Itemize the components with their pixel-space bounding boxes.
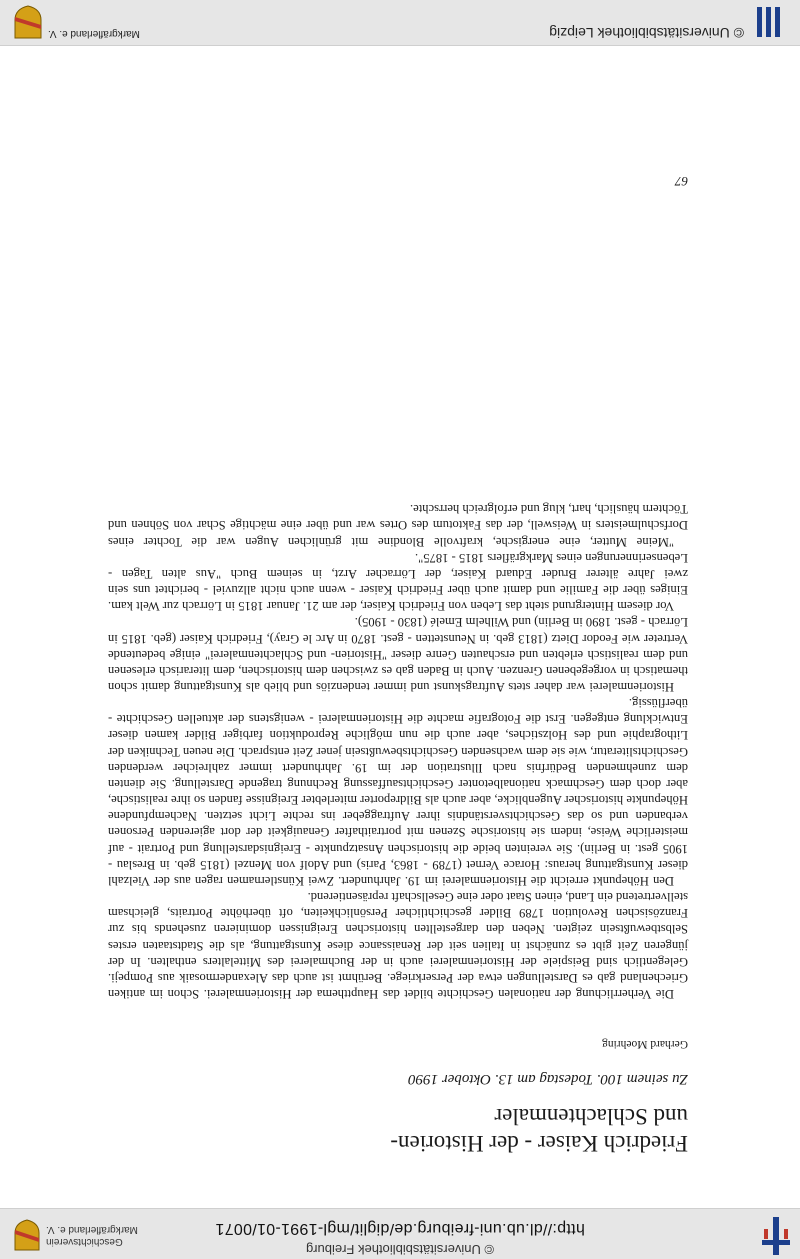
document-url[interactable]: http://dl.ub.uni-freiburg.de/diglit/mgl-1991-01/0071 bbox=[215, 1220, 585, 1237]
association-line-2: Markgräflerland e. V. bbox=[46, 1224, 138, 1235]
association-line-1: Geschichtsverein bbox=[46, 1236, 123, 1247]
paragraph: Historienmalerei war daher stets Auftragskunst und immer tendenziös und blieb als Kunstgattung damit schon thematisch in vorgegebenen Grenzen. Auch in Baden gab es zwischen dem historischen, dem literarisch erlesenen und dem realistisch erlebten und erschauten Genre dieser "Historien- und Schlachtenmalerei" einige bedeutende Vertreter wie Feodor Dietz (1813 geb. in Neunstetten - gest. 1870 in Arc le Gray), Friedrich Kaiser (geb. 1815 in Lörrach - gest. 1890 in Berlin) und Wilhelm Emelé (1830 - 1905). bbox=[108, 615, 688, 695]
title-line-1: Friedrich Kaiser - der Historien- bbox=[390, 1131, 688, 1156]
block-quote: "Meine Mutter, eine energische, kraftvolle Blondine mit grünlichen Augen war die Tochter eines Dorfschulmeisters in Weiswell, der das Faktotum des Ortes war und über eine mächtige Schar von Söhnen und Töchtern häuslich, hart, klug und erfolgreich herrschte. bbox=[108, 502, 688, 549]
coat-of-arms-icon bbox=[14, 5, 42, 39]
ub-leipzig-logo-icon bbox=[752, 5, 784, 39]
paragraph: Den Höhepunkt erreicht die Historienmalerei im 19. Jahrhundert. Zwei Künstlernamen ragen aus der Vielzahl dieser Kunstgattung heraus: Horace Vernet (1789 - 1863, Paris) und Adolf von Menzel (1815 geb. in Breslau - 1905 gest. in Berlin). Sie vereinten beide die historischen Ansatzpunkte - Ereignisdarstellung und Portrait - auf meisterliche Weise, indem sie historische Szenen mit portraithafter Genauigkeit der dort agierenden Personen verbanden und so das Geschichtsverständnis ihrer Auftraggeber ins rechte Licht setzten. Nachempfundene Höhepunkte historischer Augenblicke, aber auch als Bildreporter miterlebter Ereignisse fanden so ihre realistische, aber doch dem Geschmack nationalbetonter Geschichtsauffassung Rechnung tragende Darstellung. Sie dienten dem zunehmenden Bedürfnis nach Illustration der im 19. Jahrhundert immer zahlreicher werdenden Geschichtsliteratur, wie sie dem wachsenden Geschichtsbewußtsein jener Zeit entsprach. Die neuen Techniken der Lithographie und des Holzstiches, aber auch die nun mögliche Reproduktion farbiger Bilder kamen dieser Entwicklung entgegen. Erst die Fotografie machte die Historienmalerei - wenigstens der aktuellen Geschichte - überflüssig. bbox=[108, 696, 688, 888]
footer-association: Markgräflerland e. V. bbox=[48, 28, 140, 39]
article-subtitle: Zu seinem 100. Todestag am 13. Oktober 1990 bbox=[408, 1071, 688, 1087]
paragraph: Vor diesem Hintergrund steht das Leben von Friedrich Kaiser, der am 21. Januar 1815 in Lörrach zur Welt kam. Einiges über die Familie und damit auch über Friedrich Kaiser - wenn auch nicht allzuviel - berichtet uns sein zwei Jahre älterer Bruder Eduard Kaiser, der Lörracher Arzt, in seinem Buch "Aus alten Tagen - Lebenserinnerungen eines Markgräflers 1815 - 1875". bbox=[108, 550, 688, 614]
title-line-2: und Schlachtenmaler bbox=[494, 1104, 688, 1129]
digital-library-header bbox=[0, 1208, 800, 1259]
article-author: Gerhard Moehring bbox=[602, 1038, 688, 1050]
digital-library-footer bbox=[0, 0, 800, 46]
library-name: © Universitätsbibliothek Freiburg bbox=[305, 1242, 495, 1257]
association-name bbox=[46, 1223, 138, 1247]
coat-of-arms-icon bbox=[14, 1219, 40, 1251]
article-body bbox=[108, 501, 688, 1002]
page-number: 67 bbox=[675, 174, 688, 189]
article-title bbox=[108, 1103, 688, 1157]
paragraph: Die Verherrlichung der nationalen Geschichte bildet das Hauptthema der Historienmalerei. Schon im antiken Griechenland gab es Darstellungen etwa der Perserkriege. Berühmt ist auch das Alexandermosaik aus Pompeji. Gelegentlich sind Beispiele der Historienmalerei auch in der Buchmalerei des Mittelalters enthalten. In der jüngeren Zeit gibt es zunächst in Italien seit der Renaissance diese Kunstgattung, als die Stadtstaaten erstes Selbstbewußtsein zeigten. Neben den dargestellten historischen Ereignissen dominieren zusehends bis zur Französischen Revolution 1789 Bilder geschichtlicher Persönlichkeiten, oft überhöhte Portraits, gleichsam stellvertretend ein Land, einen Staat oder eine Gesellschaft repräsentierend. bbox=[108, 890, 688, 1001]
library-credit: © Universitätsbibliothek Leipzig bbox=[549, 25, 744, 41]
article bbox=[108, 501, 688, 1157]
